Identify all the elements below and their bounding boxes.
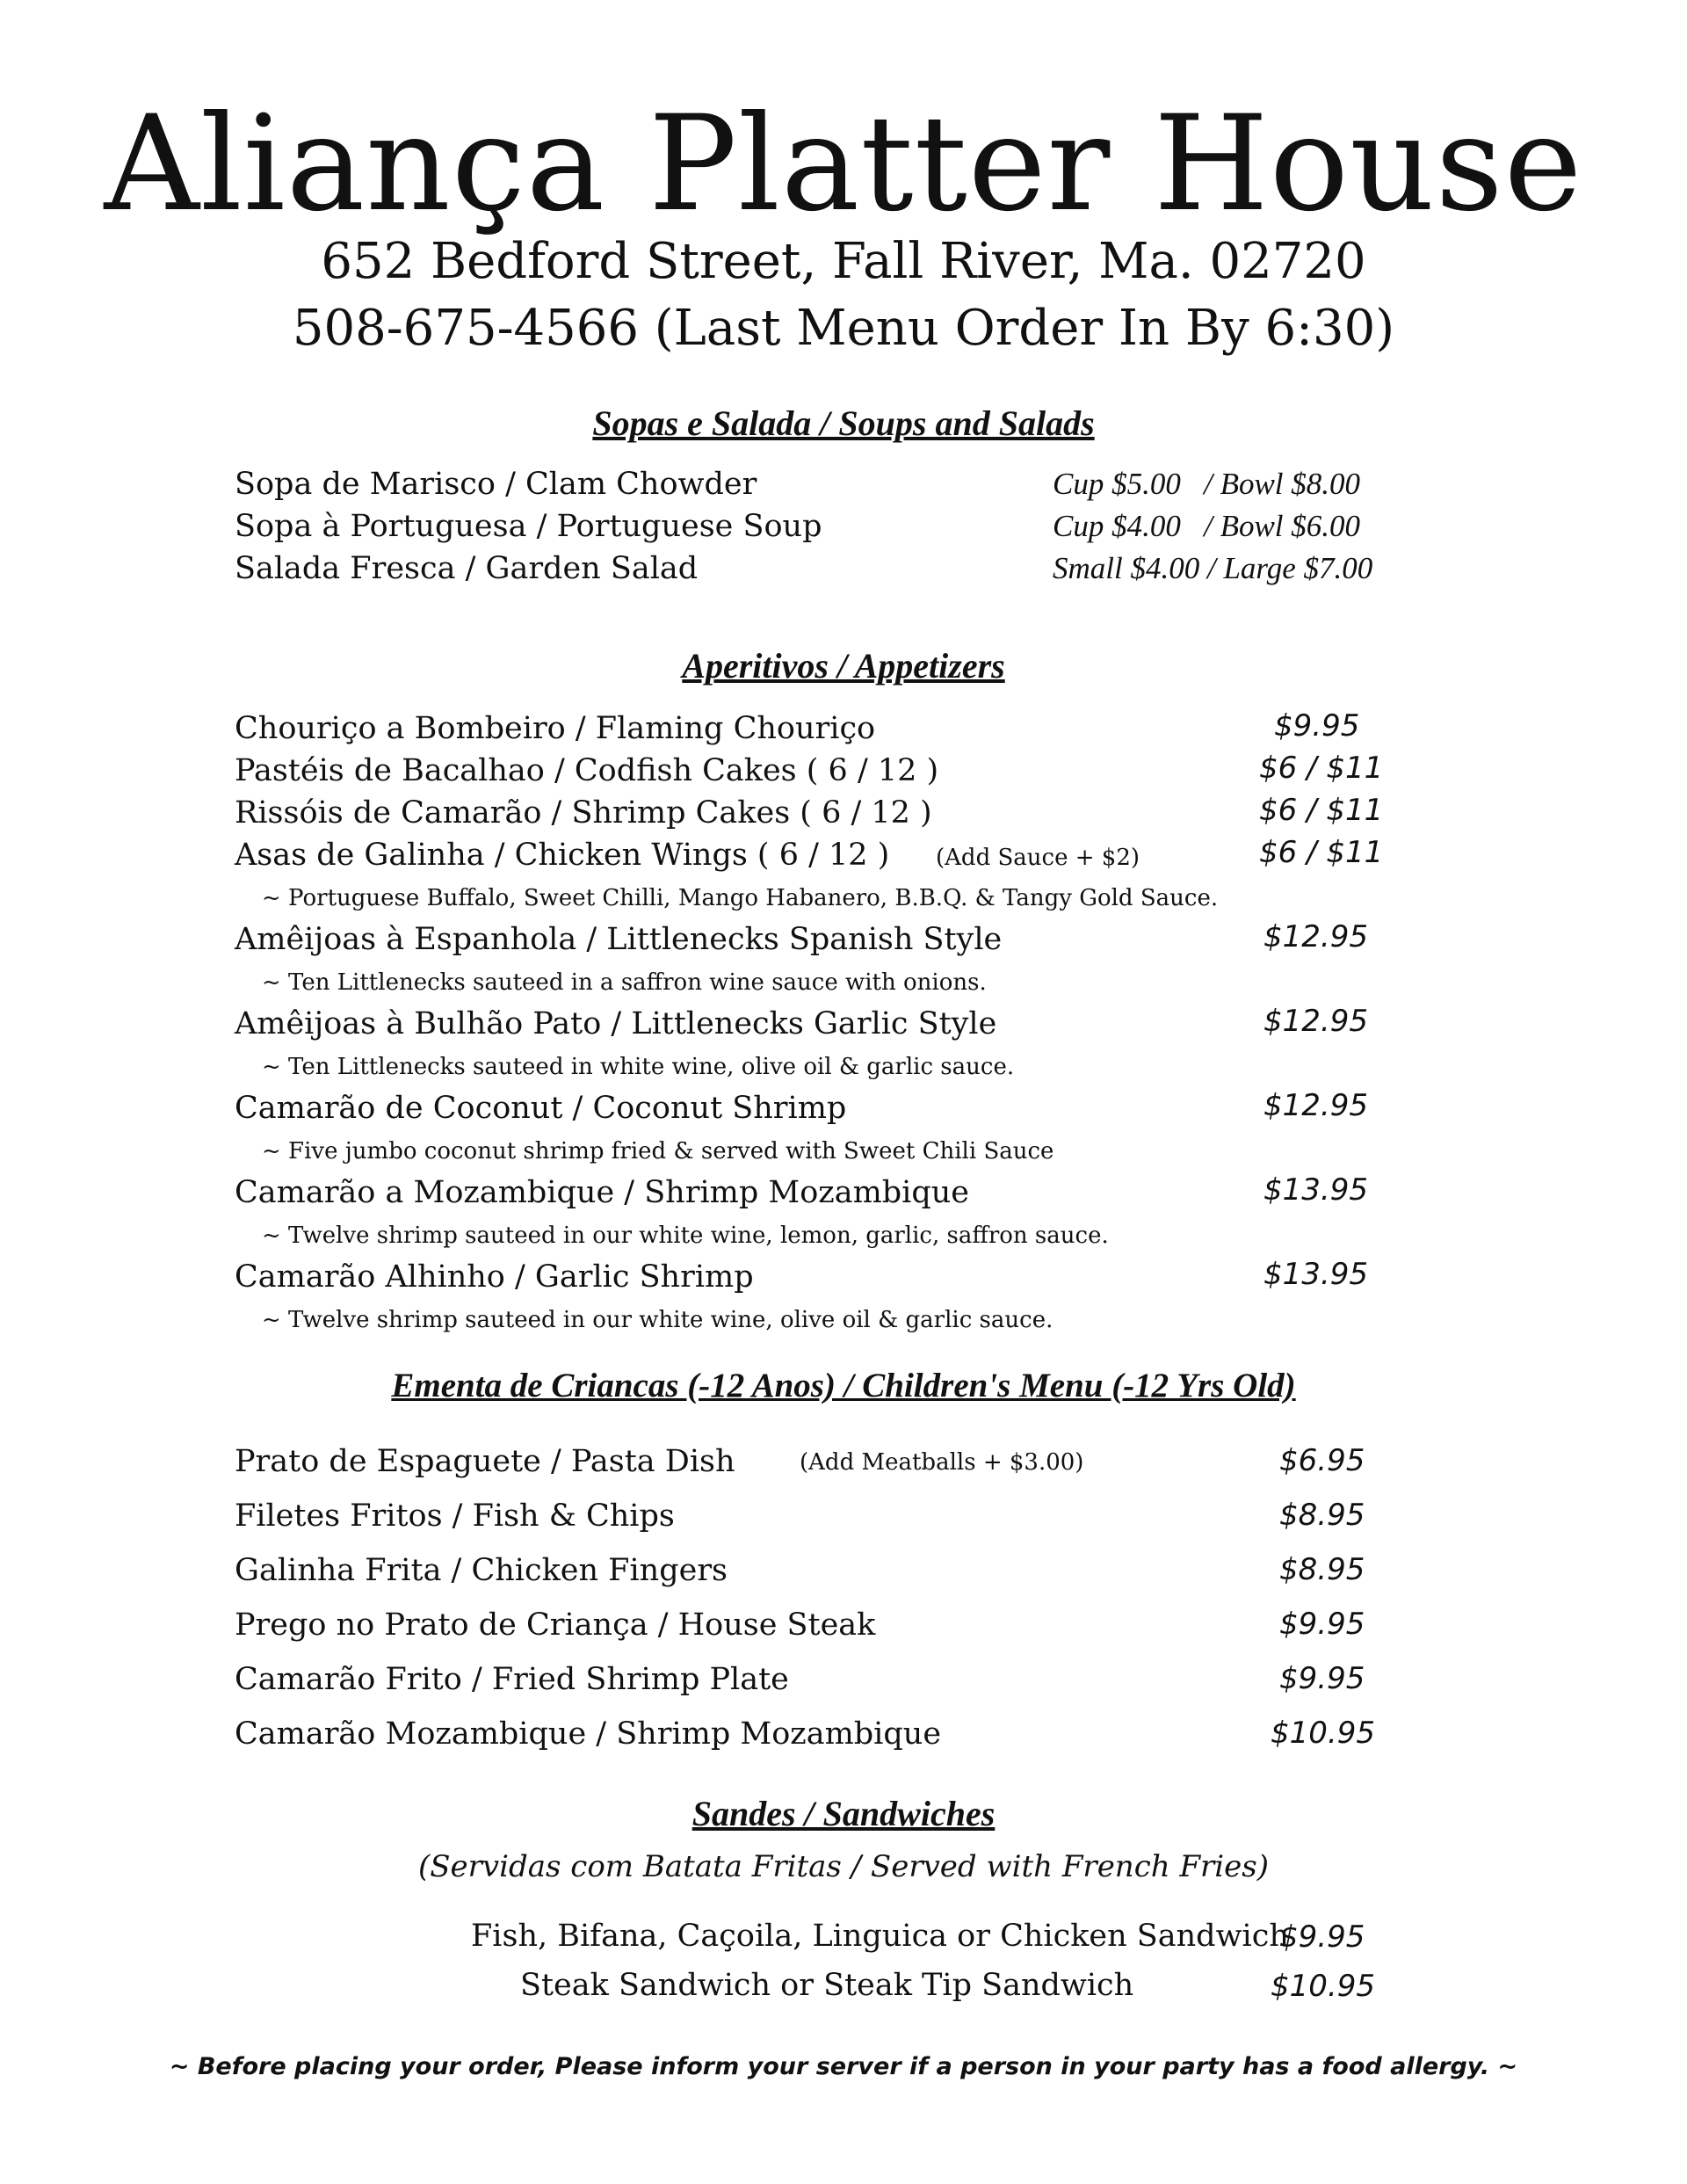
menu-item-price: Cup $4.00 / Bowl $6.00 xyxy=(1053,509,1361,543)
menu-item-price: Small $4.00 / Large $7.00 xyxy=(1053,551,1373,585)
menu-item-note: ~ Ten Littlenecks sauteed in a saffron wine sauce with onions. xyxy=(262,969,987,996)
section-heading-sandwiches: Sandes / Sandwiches xyxy=(691,1794,996,1833)
menu-item-name: Sopa à Portuguesa / Portuguese Soup xyxy=(235,509,822,544)
restaurant-name: Aliança Platter House xyxy=(104,88,1583,241)
restaurant-address: 652 Bedford Street, Fall River, Ma. 02720 xyxy=(321,233,1366,290)
menu-item-name: Filetes Fritos / Fish & Chips xyxy=(235,1498,675,1534)
menu-item-price: $12.95 xyxy=(1263,1004,1368,1039)
menu-item-price: $9.95 xyxy=(1279,1661,1365,1696)
menu-item-price: $6 / $11 xyxy=(1259,793,1384,828)
menu-item-name: Camarão Frito / Fried Shrimp Plate xyxy=(235,1662,789,1697)
menu-item-price: $9.95 xyxy=(1274,708,1360,744)
section-heading-appetizers: Aperitivos / Appetizers xyxy=(682,646,1005,686)
menu-item-price: $12.95 xyxy=(1263,1088,1368,1123)
menu-item-name: Amêijoas à Espanhola / Littlenecks Spanish Style xyxy=(235,922,1003,957)
menu-item-price: Cup $5.00 / Bowl $8.00 xyxy=(1053,467,1361,501)
menu-item-name: Steak Sandwich or Steak Tip Sandwich xyxy=(520,1968,1134,2003)
menu-item-name: Camarão Mozambique / Shrimp Mozambique xyxy=(235,1716,942,1752)
menu-item-name: Fish, Bifana, Caçoila, Linguica or Chicken Sandwich xyxy=(471,1919,1289,1954)
menu-item-price: $10.95 xyxy=(1271,1716,1375,1751)
menu-item-name: Pastéis de Bacalhao / Codfish Cakes ( 6 / 12 ) xyxy=(235,753,939,788)
menu-item-price: $9.95 xyxy=(1279,1607,1365,1642)
menu-item-extra: (Add Meatballs + $3.00) xyxy=(800,1449,1084,1476)
menu-item-name: Camarão a Mozambique / Shrimp Mozambique xyxy=(235,1175,970,1210)
allergy-notice: ~ Before placing your order, Please inform your server if a person in your party has a food allergy. ~ xyxy=(169,2053,1518,2080)
menu-item-price: $12.95 xyxy=(1263,919,1368,954)
menu-item-name: Prato de Espaguete / Pasta Dish xyxy=(235,1444,735,1479)
menu-item-note: ~ Ten Littlenecks sauteed in white wine, olive oil & garlic sauce. xyxy=(262,1054,1015,1080)
menu-item-price: $13.95 xyxy=(1263,1172,1368,1208)
section-heading-children: Ementa de Criancas (-12 Anos) / Children's Menu (-12 Yrs Old) xyxy=(391,1367,1296,1404)
menu-item-note: ~ Twelve shrimp sauteed in our white wine, olive oil & garlic sauce. xyxy=(262,1307,1053,1333)
menu-item-name: Camarão Alhinho / Garlic Shrimp xyxy=(235,1259,754,1295)
menu-item-price: $10.95 xyxy=(1271,1969,1375,2004)
menu-item-price: $6.95 xyxy=(1279,1443,1365,1478)
menu-item-price: $8.95 xyxy=(1279,1498,1365,1533)
section-heading-soups: Sopas e Salada / Soups and Salads xyxy=(592,403,1095,443)
menu-item-name: Galinha Frita / Chicken Fingers xyxy=(235,1553,728,1588)
menu-item-extra: (Add Sauce + $2) xyxy=(936,845,1140,871)
section-subheading-sandwiches: (Servidas com Batata Fritas / Served with French Fries) xyxy=(417,1849,1270,1884)
menu-item-name: Amêijoas à Bulhão Pato / Littlenecks Garlic Style xyxy=(235,1006,997,1041)
menu-item-name: Salada Fresca / Garden Salad xyxy=(235,551,699,586)
menu-item-name: Asas de Galinha / Chicken Wings ( 6 / 12 ) xyxy=(235,838,890,873)
menu-item-note: ~ Twelve shrimp sauteed in our white wine, lemon, garlic, saffron sauce. xyxy=(262,1223,1109,1249)
menu-item-name: Prego no Prato de Criança / House Steak xyxy=(235,1607,876,1643)
menu-item-price: $9.95 xyxy=(1279,1919,1365,1955)
menu-item-price: $6 / $11 xyxy=(1259,835,1384,870)
menu-item-note: ~ Five jumbo coconut shrimp fried & served with Sweet Chili Sauce xyxy=(262,1138,1054,1165)
menu-item-price: $8.95 xyxy=(1279,1552,1365,1587)
menu-item-name: Chouriço a Bombeiro / Flaming Chouriço xyxy=(235,711,876,746)
menu-item-price: $13.95 xyxy=(1263,1257,1368,1292)
menu-item-name: Rissóis de Camarão / Shrimp Cakes ( 6 / 12 ) xyxy=(235,795,932,831)
menu-item-note: ~ Portuguese Buffalo, Sweet Chilli, Mango Habanero, B.B.Q. & Tangy Gold Sauce. xyxy=(262,885,1219,911)
menu-item-name: Sopa de Marisco / Clam Chowder xyxy=(235,467,757,502)
menu-item-price: $6 / $11 xyxy=(1259,751,1384,786)
restaurant-phone: 508-675-4566 (Last Menu Order In By 6:30) xyxy=(292,300,1395,357)
menu-item-name: Camarão de Coconut / Coconut Shrimp xyxy=(235,1091,847,1126)
